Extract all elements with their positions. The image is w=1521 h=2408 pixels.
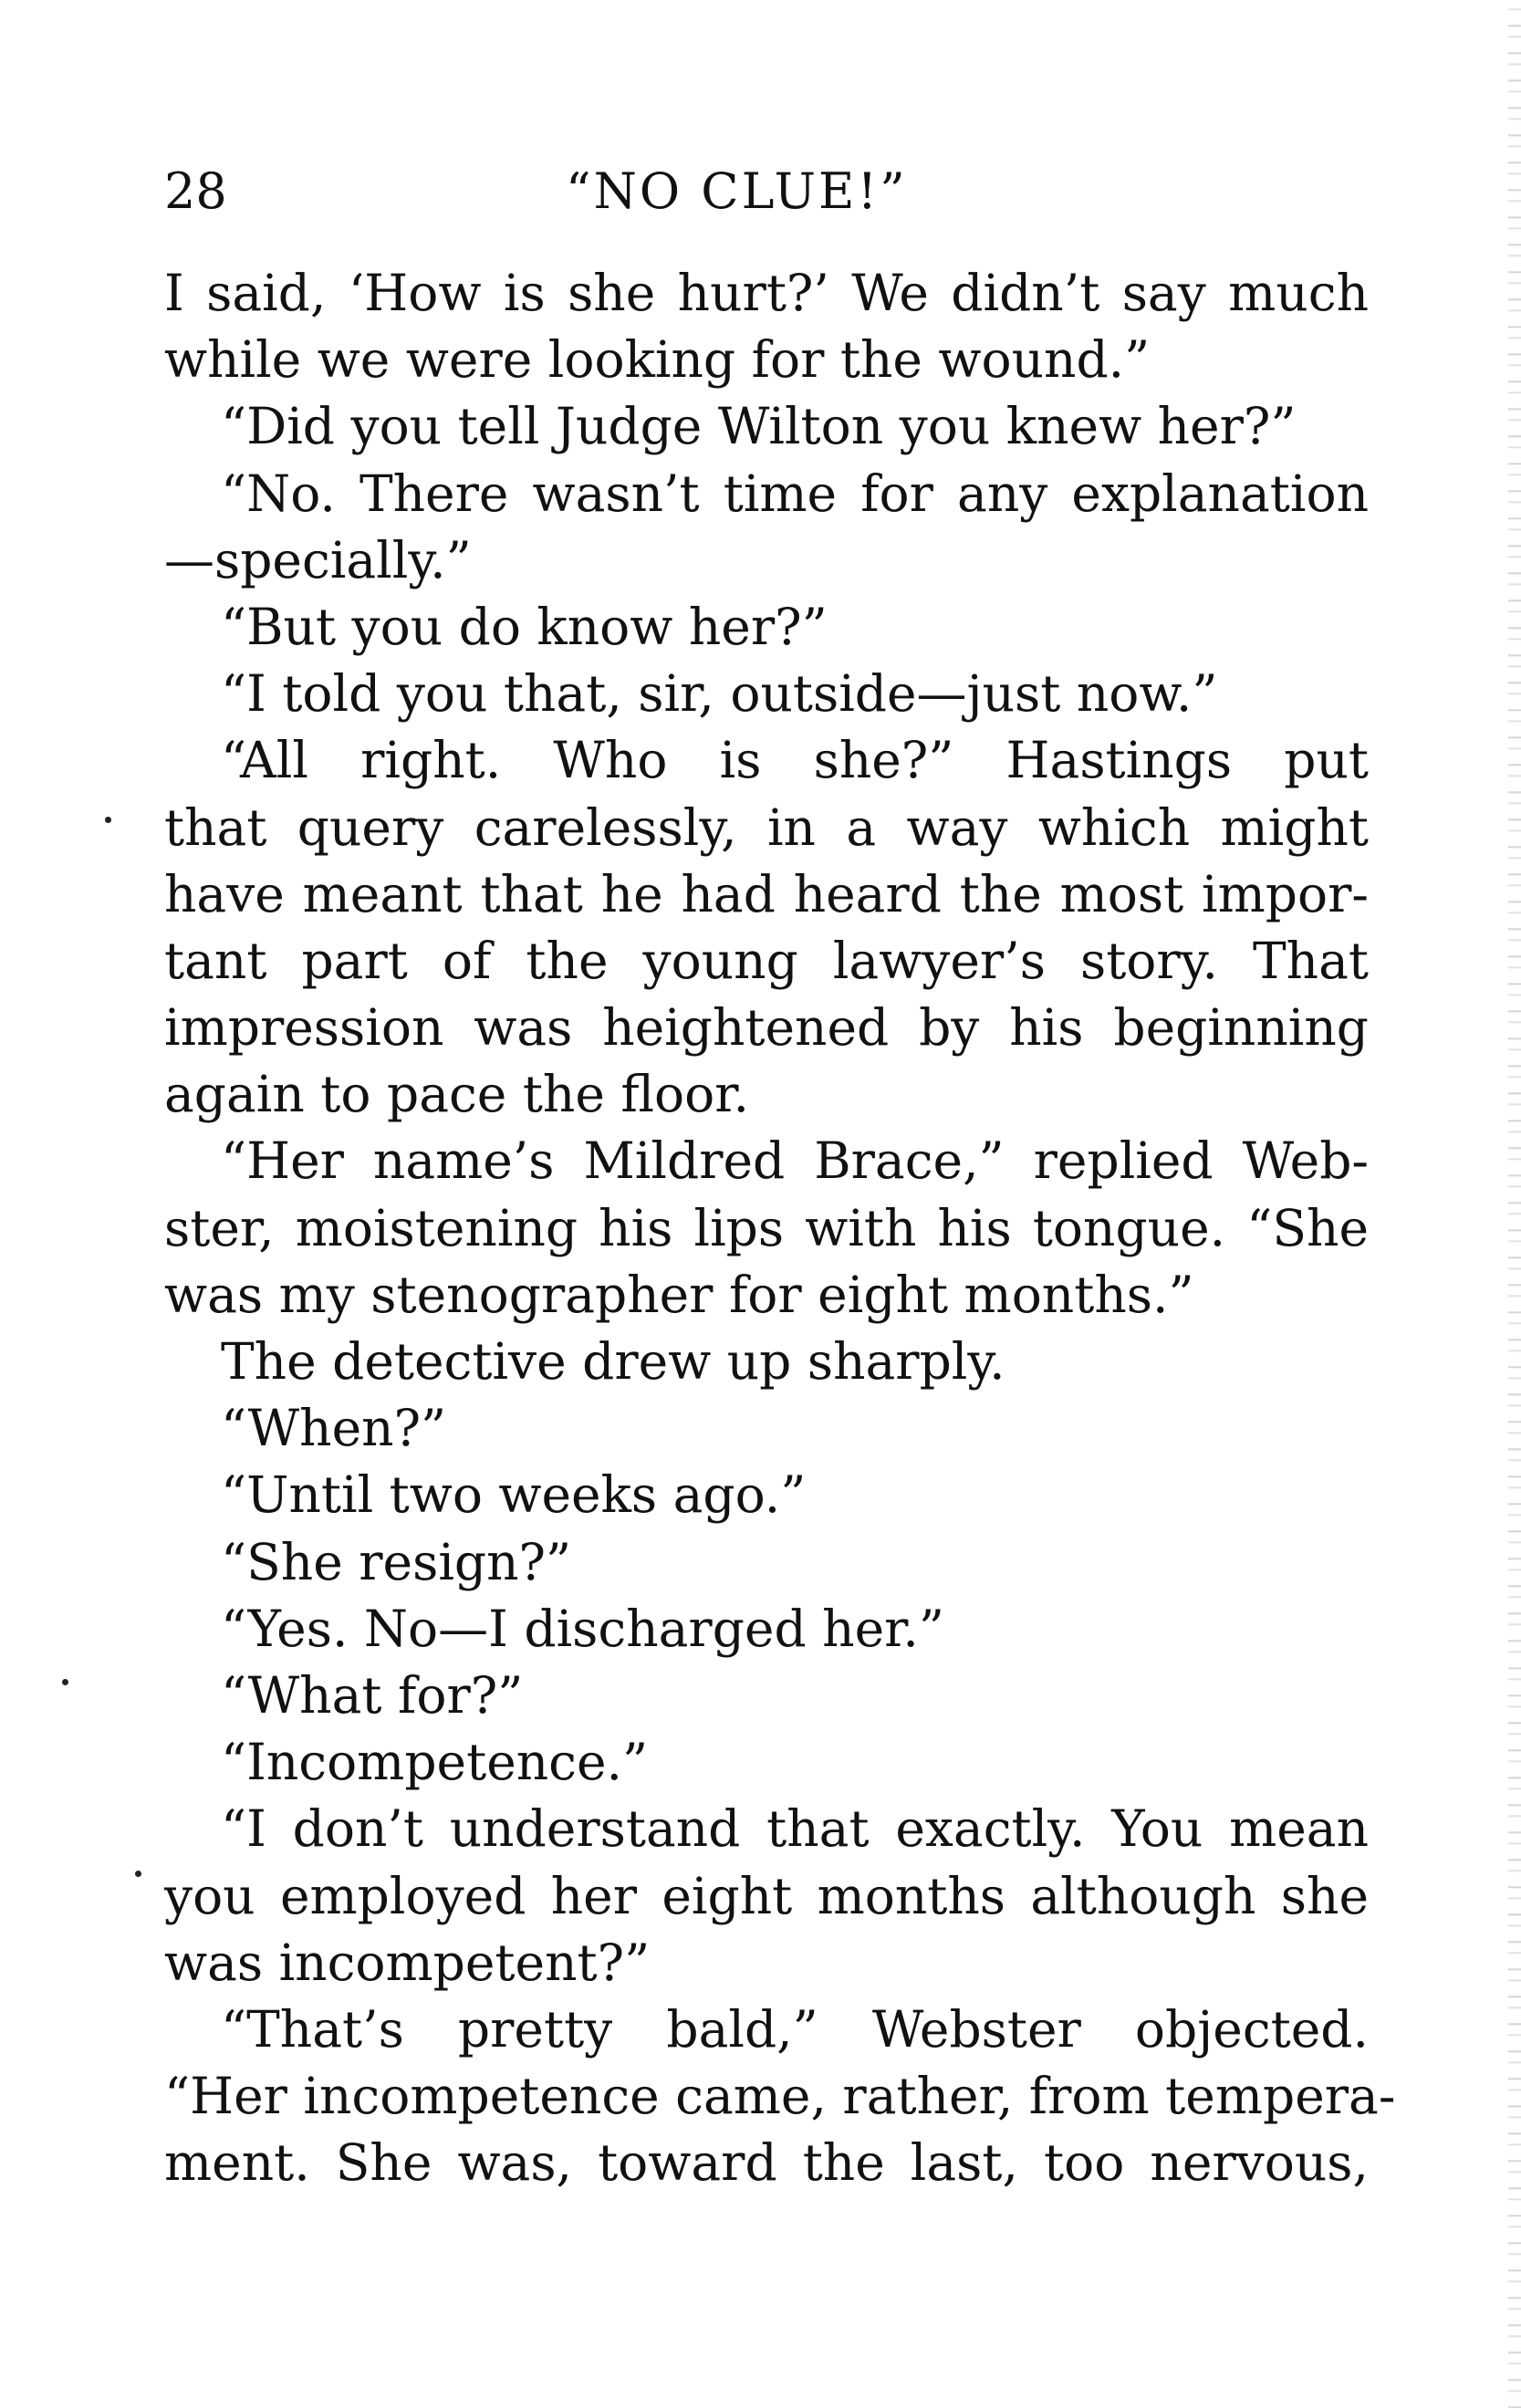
- text-line: “Yes. No—I discharged her.”: [221, 1599, 944, 1658]
- text-line: tant part of the young lawyer’s story. That: [164, 931, 1369, 990]
- ink-speck: [135, 1871, 141, 1877]
- body-text: [164, 260, 1396, 2196]
- text-line: “All right. Who is she?” Hastings put: [221, 731, 1369, 790]
- text-line: impression was heightened by his beginning: [164, 998, 1369, 1058]
- text-line: you employed her eight months although she: [164, 1866, 1369, 1925]
- page-header: [164, 155, 1369, 228]
- text-line: have meant that he had heard the most impor-: [164, 864, 1369, 923]
- ink-speck: [62, 1679, 68, 1685]
- text-line: was incompetent?”: [164, 1933, 651, 1992]
- text-line: “She resign?”: [221, 1532, 572, 1591]
- text-line: “I told you that, sir, outside—just now.”: [221, 664, 1218, 724]
- text-line: “When?”: [221, 1399, 447, 1458]
- text-line: “That’s pretty bald,” Webster objected.: [221, 1999, 1369, 2059]
- text-line: “Did you tell Judge Wilton you knew her?”: [221, 397, 1297, 456]
- running-title: “NO CLUE!”: [566, 162, 908, 220]
- text-line: “Her name’s Mildred Brace,” replied Web-: [221, 1131, 1369, 1191]
- text-line: “No. There wasn’t time for any explanation: [221, 464, 1369, 523]
- scan-edge-noise: [1508, 0, 1521, 2408]
- ink-speck: [105, 817, 111, 823]
- text-line: I said, ‘How is she hurt?’ We didn’t say much: [164, 264, 1369, 322]
- text-line: ster, moistening his lips with his tongue. “She: [164, 1198, 1369, 1257]
- text-line: that query carelessly, in a way which might: [164, 797, 1369, 857]
- text-line: “But you do know her?”: [221, 597, 828, 656]
- text-line: ment. She was, toward the last, too nervous,: [164, 2133, 1369, 2193]
- text-line: again to pace the floor.: [164, 1065, 750, 1124]
- text-line: “Incompetence.”: [221, 1733, 649, 1792]
- text-line: “Her incompetence came, rather, from tempera-: [164, 2067, 1396, 2126]
- text-line: was my stenographer for eight months.”: [164, 1265, 1194, 1324]
- text-line: “I don’t understand that exactly. You mean: [221, 1799, 1369, 1859]
- text-line: “What for?”: [221, 1665, 524, 1725]
- text-line: The detective drew up sharply.: [221, 1332, 1005, 1391]
- page-number: 28: [164, 162, 227, 220]
- text-line: while we were looking for the wound.”: [164, 330, 1151, 390]
- text-line: —specially.”: [164, 530, 472, 589]
- text-line: “Until two weeks ago.”: [221, 1465, 807, 1525]
